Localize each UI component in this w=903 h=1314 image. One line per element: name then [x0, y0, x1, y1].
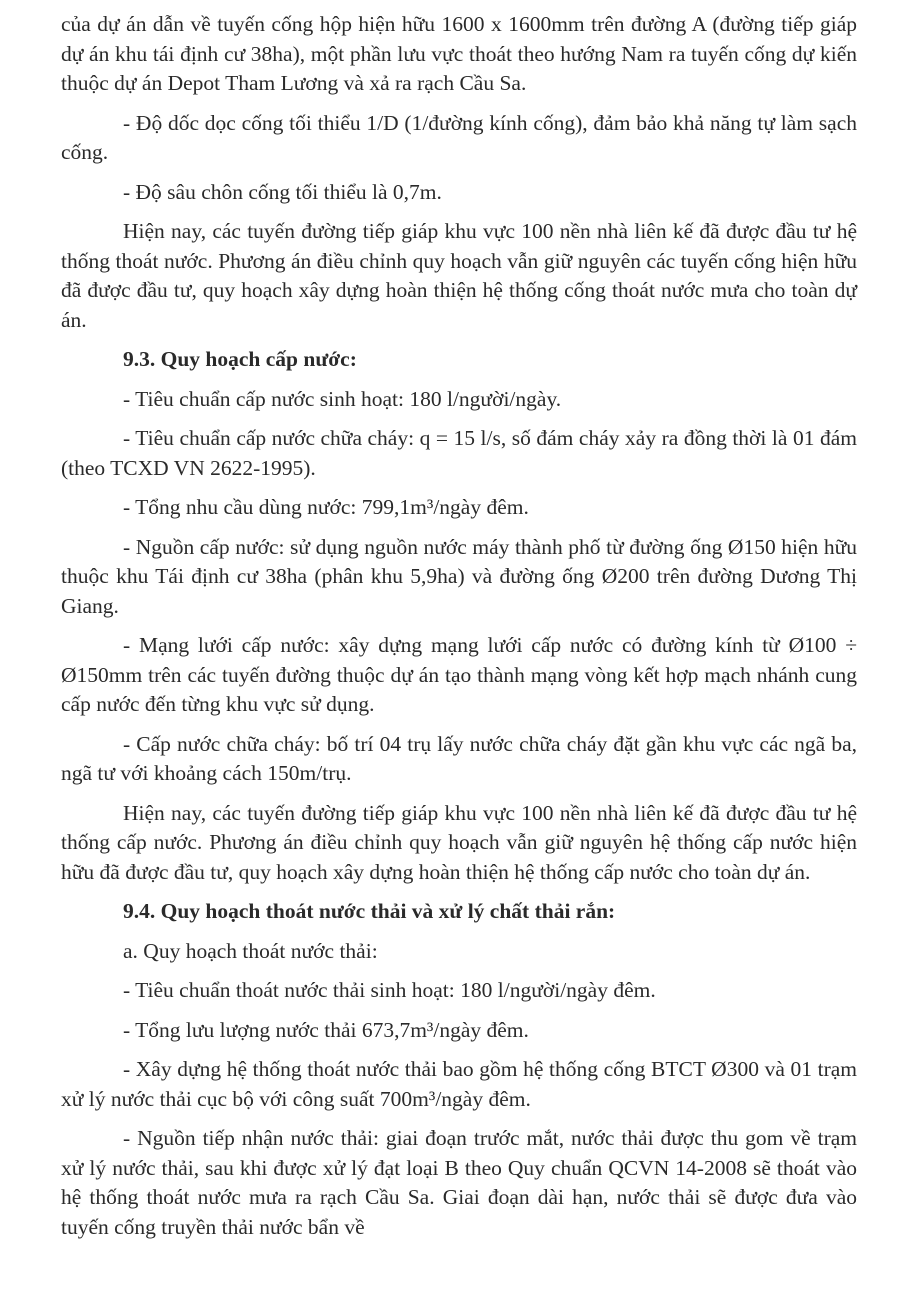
paragraph-receiving-source: - Nguồn tiếp nhận nước thải: giai đoạn trước mắt, nước thải được thu gom về trạm xử lý nước thải, sau khi được xử lý đạt loại B theo Quy chuẩn QCVN 14-2008 sẽ thoát vào hệ thống thoát nước mưa ra rạch Cầu Sa. Giai đoạn dài hạn, nước thải sẽ được đưa vào tuyến cống truyền thải nước bẩn về: [61, 1126, 857, 1239]
paragraph-total-demand: - Tổng nhu cầu dùng nước: 799,1m³/ngày đêm.: [123, 495, 529, 519]
subheading-wastewater-drainage: a. Quy hoạch thoát nước thải:: [123, 938, 378, 963]
section-heading-water-supply: 9.3. Quy hoạch cấp nước:: [123, 347, 357, 371]
paragraph-slope: - Độ dốc dọc cống tối thiểu 1/D (1/đường kính cống), đảm bảo khả năng tự làm sạch cống.: [61, 110, 857, 164]
paragraph-depth: - Độ sâu chôn cống tối thiểu là 0,7m.: [123, 179, 442, 204]
paragraph-supply-status: Hiện nay, các tuyến đường tiếp giáp khu vực 100 nền nhà liên kế đã được đầu tư hệ thống cấp nước. Phương án điều chỉnh quy hoạch vẫn giữ nguyên hệ thống cấp nước hiện hữu đã được đầu tư, quy hoạch xây dựng hoàn thiện hệ thống cấp nước cho toàn dự án.: [61, 800, 857, 884]
paragraph-water-source: - Nguồn cấp nước: sử dụng nguồn nước máy thành phố từ đường ống Ø150 hiện hữu thuộc khu Tái định cư 38ha (phân khu 5,9ha) và đường ống Ø200 trên đường Dương Thị Giang.: [61, 534, 857, 618]
paragraph-wastewater-flow: - Tổng lưu lượng nước thải 673,7m³/ngày đêm.: [123, 1017, 529, 1042]
paragraph-fire-standard: - Tiêu chuẩn cấp nước chữa cháy: q = 15 l/s, số đám cháy xảy ra đồng thời là 01 đám (theo TCXD VN 2622-1995).: [61, 426, 857, 480]
paragraph-water-network: - Mạng lưới cấp nước: xây dựng mạng lưới cấp nước có đường kính từ Ø100 ÷ Ø150mm trên các tuyến đường thuộc dự án tạo thành mạng vòng kết hợp mạch nhánh cung cấp nước đến từng khu vực sử dụng.: [61, 633, 857, 716]
paragraph-fire-hydrants: - Cấp nước chữa cháy: bố trí 04 trụ lấy nước chữa cháy đặt gần khu vực các ngã ba, ngã tư với khoảng cách 150m/trụ.: [61, 731, 857, 785]
paragraph-wastewater-system: - Xây dựng hệ thống thoát nước thải bao gồm hệ thống cống BTCT Ø300 và 01 trạm xử lý nước thải cục bộ với công suất 700m³/ngày đêm.: [61, 1057, 857, 1111]
paragraph-drainage-route: của dự án dẫn về tuyến cống hộp hiện hữu 1600 x 1600mm trên đường A (đường tiếp giáp dự án khu tái định cư 38ha), một phần lưu vực thoát theo hướng Nam ra tuyến cống dự kiến thuộc dự án Depot Tham Lương và xả ra rạch Cầu Sa.: [61, 12, 857, 95]
section-heading-wastewater: 9.4. Quy hoạch thoát nước thải và xử lý chất thải rắn:: [123, 899, 616, 923]
paragraph-domestic-standard: - Tiêu chuẩn cấp nước sinh hoạt: 180 l/người/ngày.: [123, 386, 562, 411]
paragraph-wastewater-standard: - Tiêu chuẩn thoát nước thải sinh hoạt: 180 l/người/ngày đêm.: [123, 978, 656, 1002]
paragraph-drainage-status: Hiện nay, các tuyến đường tiếp giáp khu vực 100 nền nhà liên kế đã được đầu tư hệ thống thoát nước. Phương án điều chỉnh quy hoạch vẫn giữ nguyên các tuyến cống hiện hữu đã được đầu tư, quy hoạch xây dựng hoàn thiện hệ thống cống thoát nước mưa cho toàn dự án.: [61, 219, 857, 332]
